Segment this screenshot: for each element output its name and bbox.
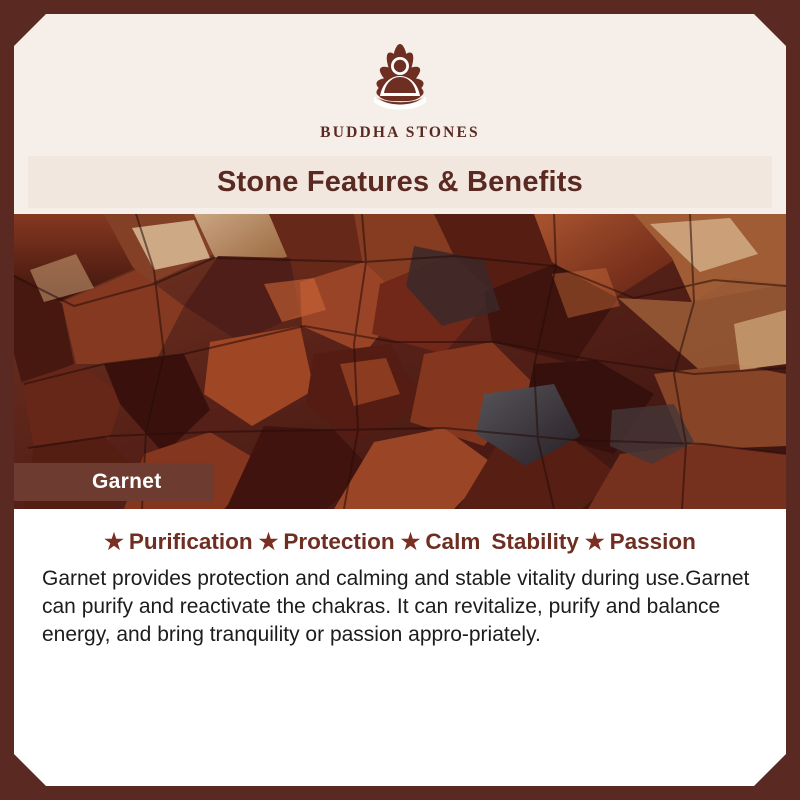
benefit-keyword-label: Protection	[283, 529, 395, 554]
benefit-keywords	[40, 529, 760, 555]
star-icon: ★	[104, 529, 124, 554]
star-icon: ★	[584, 529, 605, 554]
benefits-description: Garnet provides protection and calming and stable vitality during use.Garnet can purify and reactivate the chakras. It can revitalize, purify and balance energy, and bring tranquility or passion appro-priately.	[42, 567, 750, 646]
page-inner	[14, 14, 786, 786]
frame-right	[786, 0, 800, 800]
page-title: Stone Features & Benefits	[217, 165, 583, 198]
benefit-keyword-label: Calm	[425, 529, 481, 554]
benefit-keyword-label: Purification	[128, 529, 253, 554]
stone-name: Garnet	[92, 470, 162, 493]
corner-accent-bottom-right	[740, 740, 800, 800]
stone-photo	[14, 214, 786, 509]
benefits-section	[14, 509, 786, 786]
star-icon: ★	[400, 529, 421, 554]
frame-top	[0, 0, 800, 14]
star-icon: ★	[258, 529, 279, 554]
benefit-keyword	[585, 529, 696, 555]
corner-accent-bottom-left	[0, 740, 60, 800]
benefit-keyword	[104, 529, 253, 555]
stone-name-badge	[14, 463, 214, 501]
corner-accent-top-left	[0, 0, 60, 60]
frame-left	[0, 0, 14, 800]
section-title-band	[28, 156, 772, 208]
lotus-meditation-icon	[320, 30, 480, 122]
benefit-keyword-label: Passion	[609, 529, 696, 554]
benefit-keyword	[259, 529, 395, 555]
benefit-keyword	[486, 529, 579, 555]
benefit-keyword-label: Stability	[491, 529, 579, 554]
brand-name: BUDDHA STONES	[320, 124, 480, 141]
brand-header	[14, 14, 786, 142]
corner-accent-top-right	[740, 0, 800, 60]
frame-bottom	[0, 786, 800, 800]
benefit-keyword	[401, 529, 481, 555]
